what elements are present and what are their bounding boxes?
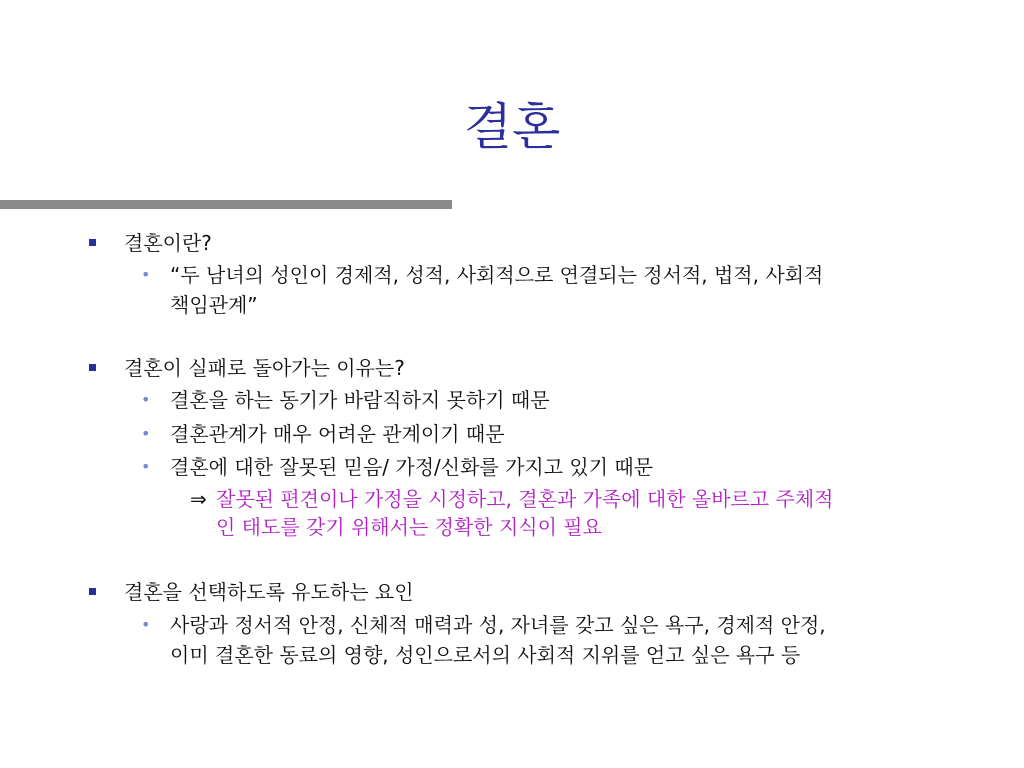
dot-bullet-icon: •: [141, 457, 151, 476]
list-item: 결혼에 대한 잘못된 믿음/ 가정/신화를 가지고 있기 때문: [170, 455, 654, 479]
list-item-continuation: 책임관계”: [170, 293, 258, 317]
dot-bullet-icon: •: [141, 265, 151, 284]
slide-title: 결혼: [463, 98, 561, 156]
dot-bullet-icon: •: [141, 424, 151, 443]
highlight-note-continuation: 인 태도를 갖기 위해서는 정확한 지식이 필요: [216, 515, 602, 539]
list-item: 사랑과 정서적 안정, 신체적 매력과 성, 자녀를 갖고 싶은 욕구, 경제적 안정,: [170, 613, 826, 637]
square-bullet-icon: [89, 588, 96, 595]
highlight-note: 잘못된 편견이나 가정을 시정하고, 결혼과 가족에 대한 올바르고 주체적: [216, 487, 834, 511]
list-item-continuation: 이미 결혼한 동료의 영향, 성인으로서의 사회적 지위를 얻고 싶은 욕구 등: [170, 643, 801, 667]
square-bullet-icon: [89, 239, 96, 246]
list-item: 결혼을 하는 동기가 바람직하지 못하기 때문: [170, 388, 550, 412]
dot-bullet-icon: •: [141, 390, 151, 409]
list-item: 결혼관계가 매우 어려운 관계이기 때문: [170, 422, 505, 446]
implies-arrow-icon: ⇒: [190, 487, 207, 511]
section-heading: 결혼이란?: [124, 231, 212, 255]
square-bullet-icon: [89, 364, 96, 371]
dot-bullet-icon: •: [141, 615, 151, 634]
section-heading: 결혼을 선택하도록 유도하는 요인: [124, 580, 414, 604]
list-item: “두 남녀의 성인이 경제적, 성적, 사회적으로 연결되는 정서적, 법적, 사회적: [170, 263, 824, 287]
section-heading: 결혼이 실패로 돌아가는 이유는?: [124, 356, 405, 380]
